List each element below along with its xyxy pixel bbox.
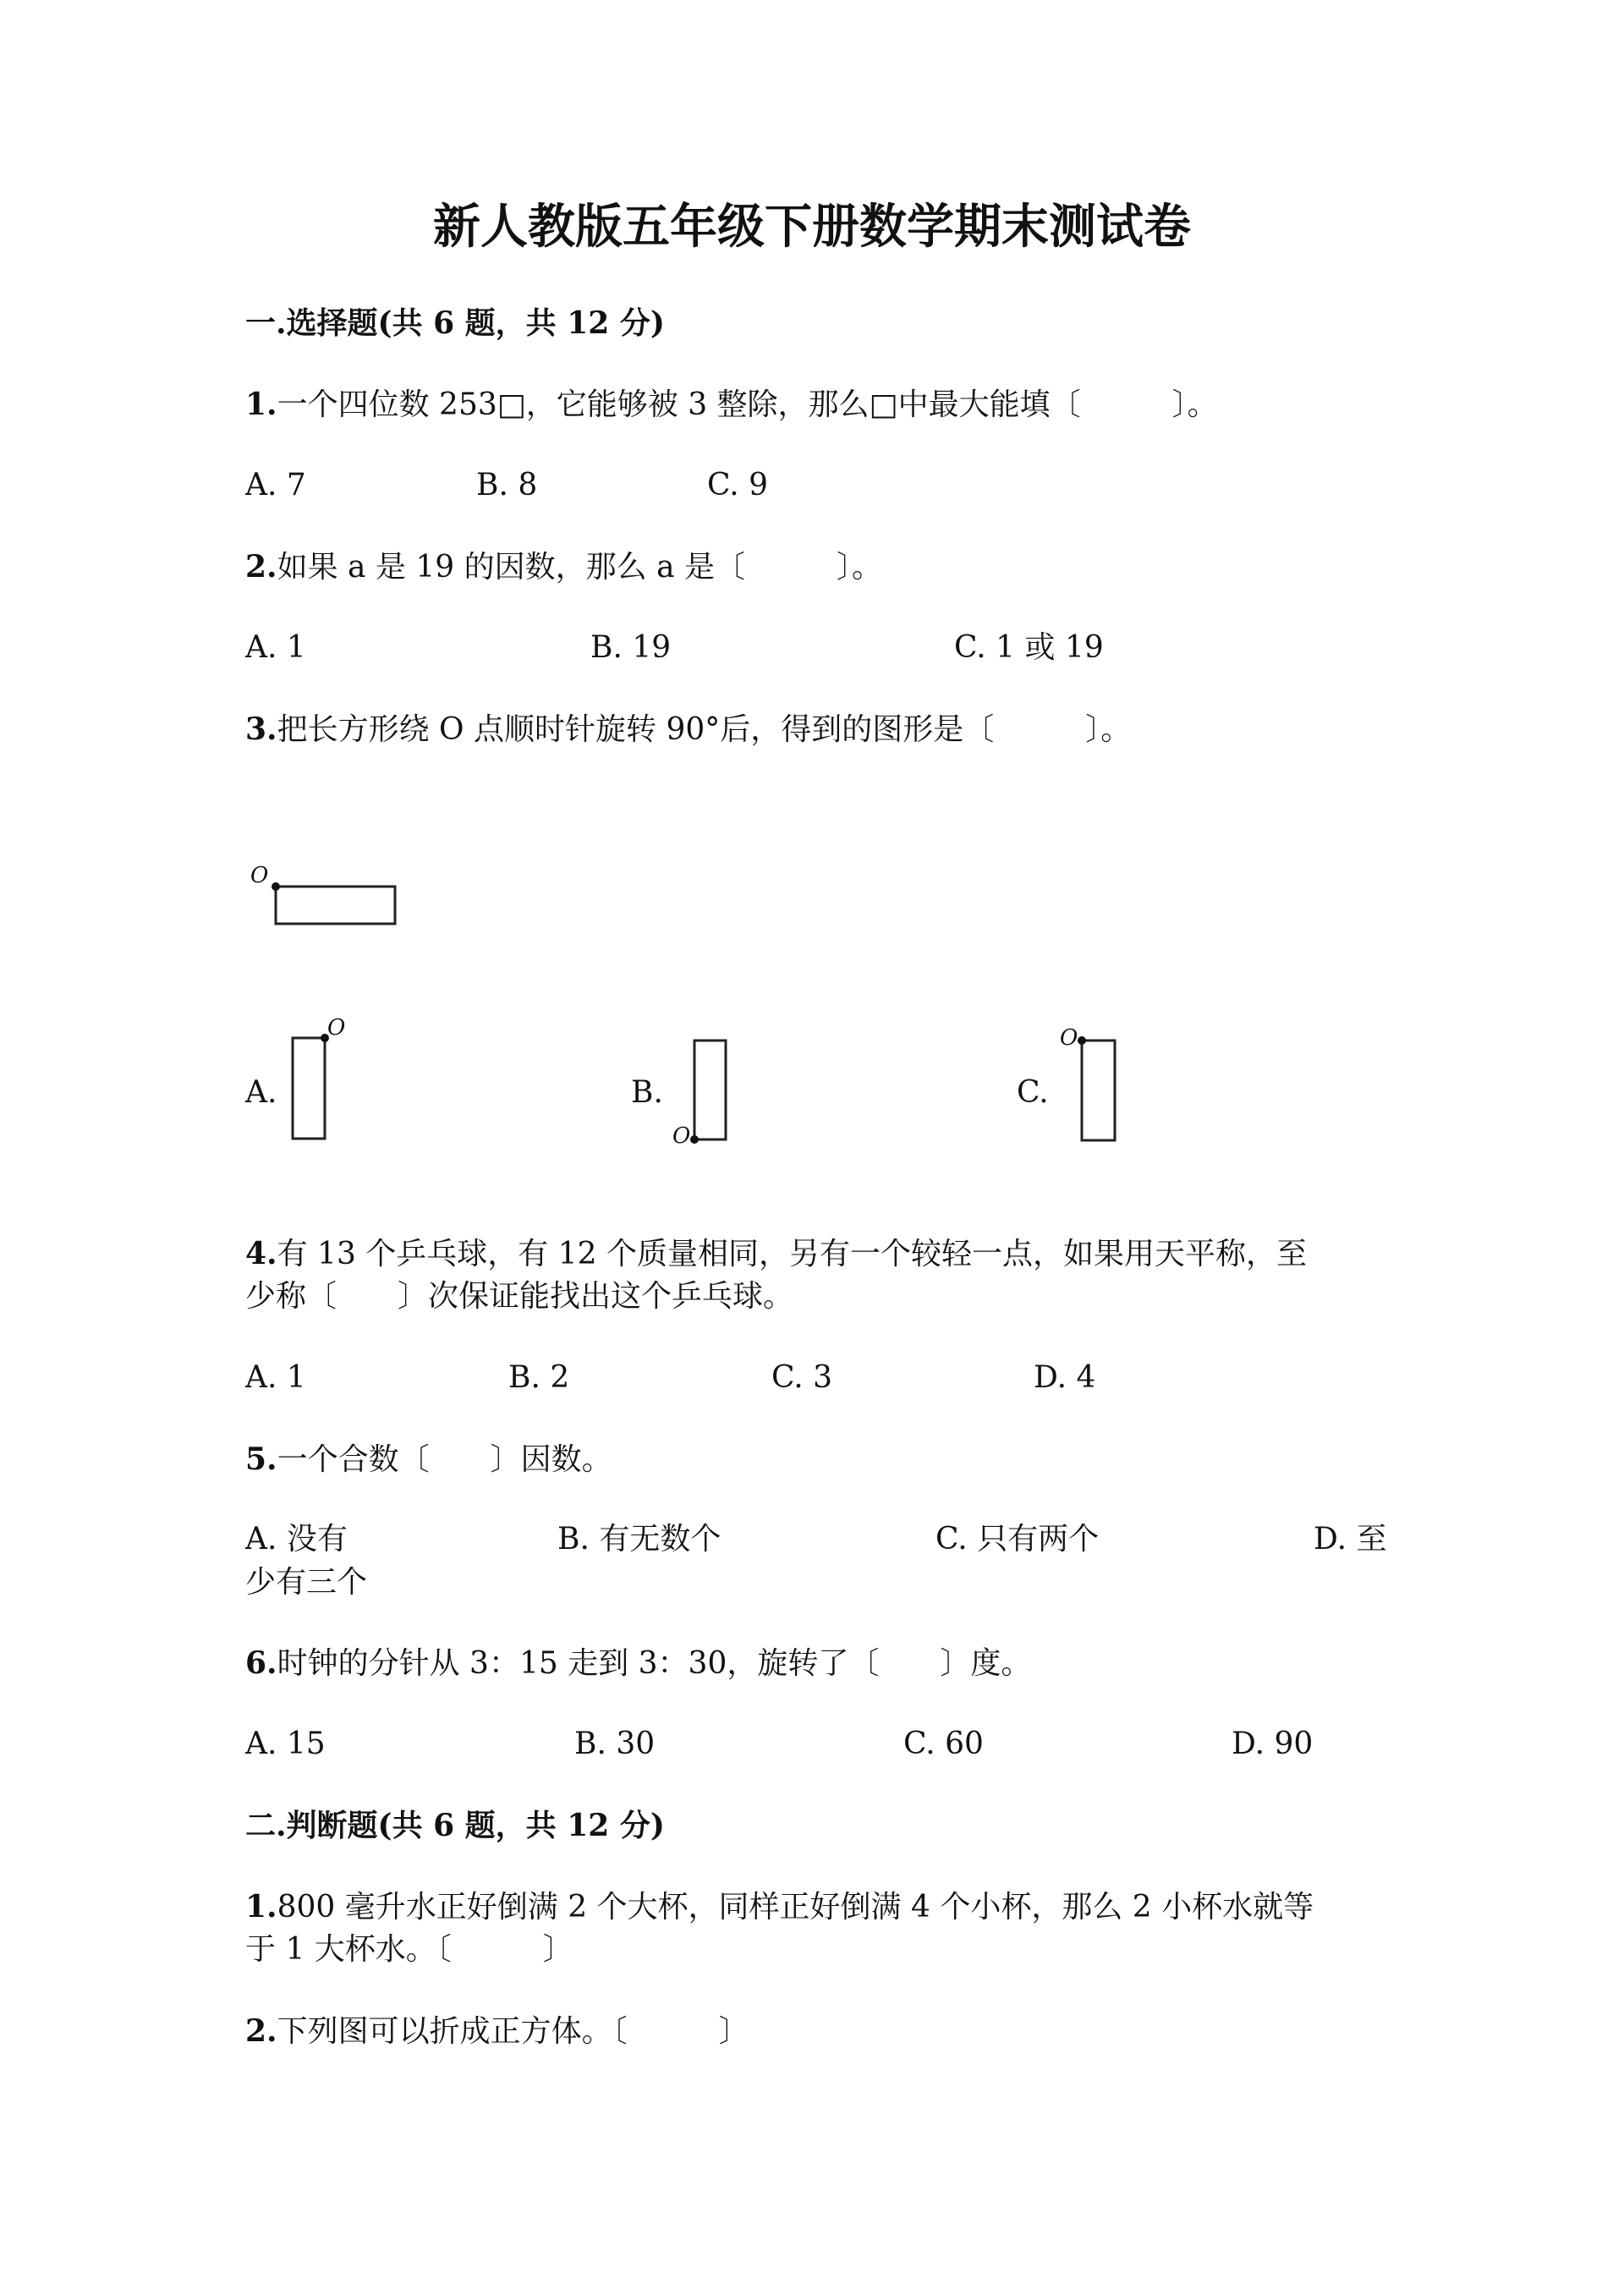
rectangle-option-a — [293, 1034, 329, 1139]
section-1-heading: 一.选择题(共 6 题，共 12 分) — [245, 305, 665, 341]
q5-option-d: D. 至 — [1314, 1522, 1387, 1557]
judgement-question-1-line-2: 于 1 大杯水。〔 〕 — [245, 1932, 573, 1967]
point-o-label: O — [327, 1015, 346, 1040]
q1-option-c: C. 9 — [707, 468, 769, 502]
q5-option-a: A. 没有 — [245, 1522, 348, 1557]
q6-option-d: D. 90 — [1232, 1727, 1314, 1761]
judgement-question-1 — [245, 1891, 1314, 1923]
question-4-line-2: 少称〔 〕次保证能找出这个乒乓球。 — [245, 1279, 794, 1314]
question-text-line-1: 800 毫升水正好倒满 2 个大杯，同样正好倒满 4 个小杯，那么 2 小杯水就等 — [277, 1890, 1314, 1924]
q2-option-b: B. 19 — [590, 630, 672, 665]
q1-option-a: A. 7 — [245, 468, 306, 502]
q4-option-a: A. 1 — [245, 1360, 306, 1395]
question-text: 如果 a 是 19 的因数，那么 a 是〔 〕。 — [277, 550, 882, 585]
question-text: 一个四位数 253□，它能够被 3 整除，那么□中最大能填〔 〕。 — [277, 387, 1218, 422]
q3-option-c: C. — [1017, 1075, 1049, 1110]
question-text-line-1: 有 13 个乒乓球，有 12 个质量相同，另有一个较轻一点，如果用天平称，至 — [277, 1237, 1307, 1271]
question-number: 1. — [245, 387, 277, 422]
question-number: 6. — [245, 1645, 277, 1681]
q4-option-d: D. 4 — [1034, 1360, 1096, 1395]
section-2-heading: 二.判断题(共 6 题，共 12 分) — [245, 1808, 665, 1843]
q5-option-d-wrap: 少有三个 — [245, 1565, 368, 1600]
question-number: 2. — [245, 549, 277, 585]
q6-option-a: A. 15 — [245, 1727, 326, 1761]
q6-option-c: C. 60 — [903, 1727, 984, 1761]
q5-option-c: C. 只有两个 — [935, 1522, 1100, 1557]
question-text: 时钟的分针从 3：15 走到 3：30，旋转了〔 〕度。 — [277, 1646, 1032, 1681]
page-title: 新人教版五年级下册数学期末测试卷 — [433, 199, 1191, 255]
q3-option-b: B. — [631, 1075, 663, 1110]
question-4 — [245, 1238, 1307, 1270]
question-number: 4. — [245, 1236, 277, 1271]
point-o-label: O — [250, 863, 269, 888]
question-5 — [245, 1441, 612, 1477]
point-o-label: O — [672, 1123, 691, 1149]
question-6 — [245, 1645, 1032, 1681]
q1-option-b: B. 8 — [476, 468, 538, 502]
point-o-label: O — [1060, 1025, 1078, 1051]
question-text: 下列图可以折成正方体。〔 〕 — [277, 2014, 749, 2049]
q5-option-b: B. 有无数个 — [557, 1522, 721, 1557]
judgement-question-2 — [245, 2013, 749, 2049]
q6-option-b: B. 30 — [574, 1727, 656, 1761]
rectangle-option-b — [690, 1040, 726, 1144]
q2-option-a: A. 1 — [245, 630, 306, 665]
q2-option-c: C. 1 或 19 — [954, 630, 1104, 665]
q4-option-c: C. 3 — [771, 1360, 833, 1395]
question-number: 1. — [245, 1889, 277, 1924]
question-number: 2. — [245, 2013, 277, 2049]
q3-option-a: A. — [245, 1075, 277, 1110]
original-rectangle — [272, 882, 395, 924]
rectangle-option-c — [1078, 1036, 1115, 1140]
question-number: 3. — [245, 711, 277, 747]
question-text: 一个合数〔 〕因数。 — [277, 1442, 612, 1477]
question-text: 把长方形绕 O 点顺时针旋转 90°后，得到的图形是〔 〕。 — [277, 712, 1132, 747]
q4-option-b: B. 2 — [508, 1360, 570, 1395]
question-number: 5. — [245, 1441, 277, 1477]
